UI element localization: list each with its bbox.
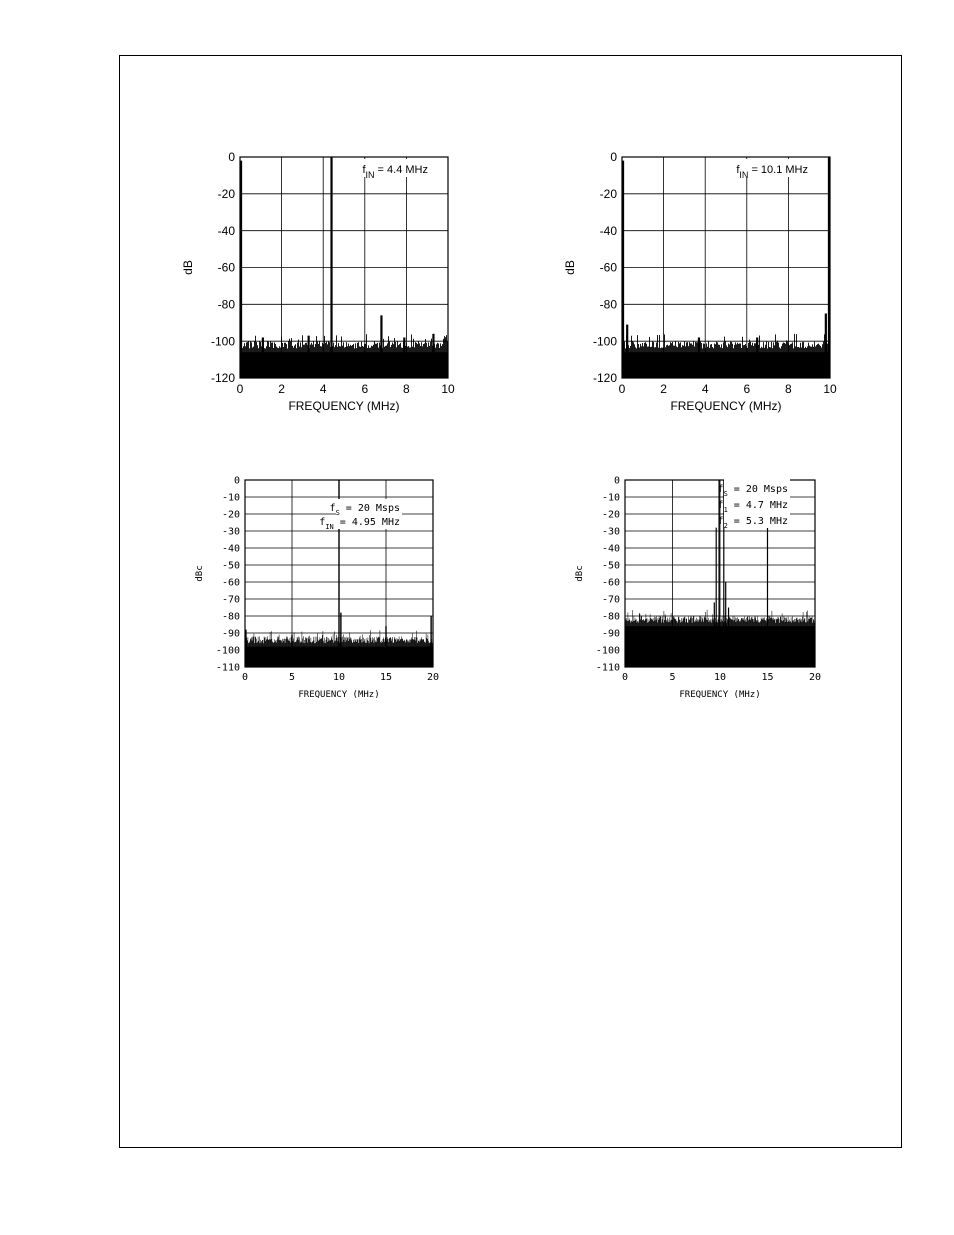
annotation-sub: S	[335, 509, 340, 517]
y-tick-label: -20	[221, 509, 240, 521]
y-tick-label: -80	[217, 297, 235, 312]
x-tick-label: 5	[669, 672, 676, 683]
x-tick-label: 15	[761, 672, 774, 683]
y-tick-label: -120	[210, 371, 235, 386]
y-tick-label: -50	[221, 560, 240, 572]
annotation-rest: = 10.1 MHz	[748, 164, 808, 176]
y-tick-label: -30	[221, 526, 240, 538]
y-tick-label: -70	[221, 594, 240, 606]
y-tick-label: -40	[599, 223, 617, 238]
x-tick-label: 2	[278, 382, 285, 396]
y-tick-label: 0	[610, 150, 617, 165]
noise-floor-base	[622, 352, 830, 378]
y-axis-label: dBc	[195, 565, 205, 582]
y-tick-label: -100	[595, 645, 620, 657]
x-tick-label: 0	[618, 382, 626, 396]
spectrum-chart-fs-20-fin-4-95	[195, 468, 455, 718]
x-tick-label: 20	[808, 672, 822, 683]
y-tick-label: -20	[599, 187, 617, 202]
y-tick-label: -70	[601, 594, 620, 606]
y-axis-label: dB	[181, 260, 195, 275]
y-tick-label: -100	[210, 334, 235, 349]
annotation-main: f	[717, 484, 724, 495]
y-tick-label: -60	[221, 577, 240, 589]
annotation-main: f	[736, 164, 740, 176]
x-tick-label: 4	[701, 382, 709, 396]
annotation-main: f	[362, 164, 366, 176]
y-tick-label: -80	[599, 297, 617, 312]
x-tick-label: 10	[823, 382, 837, 396]
x-axis-label: FREQUENCY (MHz)	[670, 399, 782, 413]
annotation-rest: = 4.4 MHz	[374, 164, 428, 176]
y-tick-label: -20	[601, 509, 620, 521]
annotation-sub: S	[723, 490, 728, 498]
x-tick-label: 6	[743, 382, 751, 396]
y-tick-label: -20	[217, 187, 235, 202]
y-tick-label: -100	[592, 334, 617, 349]
x-tick-label: 2	[660, 382, 667, 396]
y-tick-label: -30	[601, 526, 620, 538]
x-tick-label: 0	[241, 672, 249, 683]
y-tick-label: -10	[221, 492, 240, 504]
annotation-sub: IN	[325, 523, 334, 531]
y-tick-label: -60	[217, 260, 235, 275]
x-tick-label: 10	[332, 672, 346, 683]
annotation-main: f	[717, 516, 724, 527]
noise-floor-base	[240, 352, 448, 378]
noise-floor-base	[625, 626, 815, 667]
annotation-rest: = 20 Msps	[339, 503, 400, 514]
y-tick-label: -60	[601, 577, 620, 589]
y-axis-label: dB	[563, 260, 577, 275]
y-tick-label: -10	[601, 492, 620, 504]
x-tick-label: 10	[441, 382, 455, 396]
annotation-sub: IN	[739, 170, 749, 180]
y-tick-label: -80	[601, 611, 620, 623]
x-tick-label: 8	[403, 382, 410, 396]
annotation-main: f	[319, 517, 326, 528]
y-tick-label: 0	[228, 150, 235, 165]
x-tick-label: 15	[379, 672, 393, 683]
x-tick-label: 8	[785, 382, 792, 396]
y-tick-label: 0	[613, 475, 620, 487]
spectrum-chart-fin-4-4	[180, 145, 470, 420]
x-axis-label: FREQUENCY (MHz)	[679, 690, 761, 700]
annotation-rest: = 5.3 MHz	[727, 516, 788, 527]
annotation-sub: 2	[723, 522, 728, 530]
spectrum-chart-fs-20-two-tone	[575, 468, 835, 718]
x-tick-label: 0	[236, 382, 244, 396]
annotation-rest: = 20 Msps	[727, 484, 788, 495]
annotation-sub: 1	[723, 506, 728, 514]
x-tick-label: 6	[361, 382, 369, 396]
y-tick-label: -50	[601, 560, 620, 572]
x-axis-label: FREQUENCY (MHz)	[298, 690, 380, 700]
y-tick-label: -80	[221, 611, 240, 623]
y-tick-label: 0	[233, 475, 240, 487]
y-tick-label: -90	[601, 628, 620, 640]
annotation-rest: = 4.95 MHz	[333, 517, 400, 528]
y-tick-label: -60	[599, 260, 617, 275]
annotation-sub: IN	[365, 170, 375, 180]
y-tick-label: -40	[221, 543, 240, 555]
y-tick-label: -90	[221, 628, 240, 640]
annotation-rest: = 4.7 MHz	[727, 500, 788, 511]
y-tick-label: -110	[215, 662, 240, 674]
y-tick-label: -40	[601, 543, 620, 555]
y-tick-label: -40	[217, 223, 235, 238]
x-tick-label: 0	[621, 672, 629, 683]
y-tick-label: -100	[215, 645, 240, 657]
x-axis-label: FREQUENCY (MHz)	[288, 399, 400, 413]
y-axis-label: dBc	[575, 565, 585, 582]
y-tick-label: -110	[595, 662, 620, 674]
x-tick-label: 4	[319, 382, 327, 396]
x-tick-label: 5	[288, 672, 296, 683]
annotation-main: f	[717, 500, 724, 511]
spectrum-chart-fin-10-1	[560, 145, 850, 420]
x-tick-label: 20	[426, 672, 440, 683]
y-tick-label: -120	[592, 371, 617, 386]
x-tick-label: 10	[713, 672, 727, 683]
annotation-main: f	[329, 503, 336, 514]
